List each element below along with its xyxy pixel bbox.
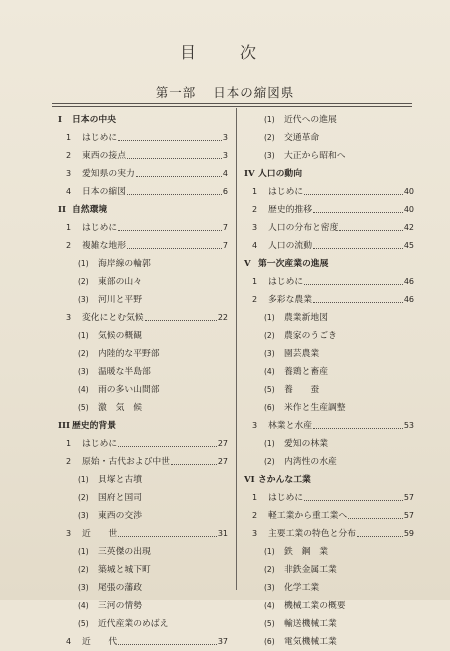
toc-entry — [58, 489, 228, 507]
dot-leader — [118, 644, 217, 645]
toc-entry — [244, 219, 414, 237]
toc-entry-number: VI — [244, 475, 255, 485]
toc-entry — [58, 615, 228, 633]
dot-leader — [118, 230, 222, 231]
toc-entry-label: 農家のうごき — [284, 331, 337, 341]
toc-entry-number: IV — [244, 169, 255, 179]
toc-entry-number: (2) — [264, 133, 275, 142]
toc-chapter — [244, 255, 414, 273]
toc-entry — [58, 435, 228, 453]
toc-entry-number: (4) — [264, 601, 275, 610]
dot-leader — [127, 158, 222, 159]
toc-entry-label: 複雑な地形 — [82, 241, 126, 251]
toc-entry-number: 4 — [66, 637, 72, 646]
toc-entry — [58, 471, 228, 489]
toc-entry — [58, 147, 228, 165]
toc-entry-number: 1 — [252, 277, 258, 286]
toc-entry-label: 近 代 — [82, 637, 118, 647]
toc-entry-page: 46 — [403, 277, 414, 286]
toc-entry-number: (5) — [78, 619, 89, 628]
toc-entry — [244, 363, 414, 381]
toc-entry-number: 3 — [252, 529, 258, 538]
toc-entry-page: 37 — [217, 637, 228, 646]
toc-entry-number: 3 — [252, 223, 258, 232]
toc-entry — [244, 489, 414, 507]
toc-entry — [244, 561, 414, 579]
toc-chapter — [244, 471, 414, 489]
toc-entry — [244, 417, 414, 435]
toc-entry — [58, 579, 228, 597]
toc-entry-number: (2) — [78, 493, 89, 502]
toc-entry — [244, 183, 414, 201]
toc-entry-label: 雨の多い山間部 — [98, 385, 160, 395]
toc-entry-label: はじめに — [268, 277, 304, 287]
toc-left-column — [58, 111, 228, 651]
toc-entry — [58, 255, 228, 273]
toc-entry-page: 3 — [222, 151, 228, 160]
toc-entry-label: はじめに — [82, 439, 118, 449]
toc-entry-label: 多彩な農業 — [268, 295, 312, 305]
toc-entry-label: 大正から昭和へ — [284, 151, 346, 161]
toc-entry-number: (3) — [264, 583, 275, 592]
dot-leader — [339, 230, 402, 231]
toc-entry-number: (6) — [264, 403, 275, 412]
dot-leader — [127, 248, 222, 249]
toc-entry-label: 三河の情勢 — [98, 601, 142, 611]
toc-entry-page: 6 — [222, 187, 228, 196]
toc-entry-number: (2) — [264, 331, 275, 340]
toc-entry-label: 気候の概観 — [98, 331, 142, 341]
toc-entry-label: 愛知県の実力 — [82, 169, 135, 179]
toc-entry-number: (1) — [264, 115, 275, 124]
toc-entry — [58, 291, 228, 309]
toc-entry-label: 第一次産業の進展 — [258, 259, 329, 269]
toc-entry — [244, 129, 414, 147]
toc-entry-label: はじめに — [82, 133, 118, 143]
toc-entry — [244, 543, 414, 561]
toc-entry-label: 近代への進展 — [284, 115, 337, 125]
toc-entry-number: (3) — [264, 151, 275, 160]
toc-entry-page: 31 — [217, 529, 228, 538]
toc-entry-page: 27 — [217, 439, 228, 448]
toc-entry — [58, 399, 228, 417]
toc-entry-label: 歴史的推移 — [268, 205, 312, 215]
toc-entry-label: 内陸的な平野部 — [98, 349, 160, 359]
toc-entry-number: 1 — [66, 133, 72, 142]
toc-entry-number: (5) — [264, 385, 275, 394]
toc-entry-page: 7 — [222, 241, 228, 250]
toc-entry-label: 人口の動向 — [258, 169, 302, 179]
toc-entry — [244, 201, 414, 219]
toc-entry — [244, 309, 414, 327]
toc-entry — [58, 345, 228, 363]
toc-entry-number: 2 — [252, 295, 258, 304]
toc-entry-label: 機械工業の概要 — [284, 601, 346, 611]
toc-entry-number: (3) — [78, 367, 89, 376]
dot-leader — [313, 212, 403, 213]
dot-leader — [313, 428, 403, 429]
toc-entry-label: 東西の接点 — [82, 151, 126, 161]
toc-entry-number: V — [244, 259, 251, 269]
toc-entry-number: (6) — [264, 637, 275, 646]
toc-entry — [244, 615, 414, 633]
toc-entry-page: 42 — [403, 223, 414, 232]
toc-entry-number: III — [58, 421, 70, 431]
toc-entry — [244, 579, 414, 597]
toc-entry-label: はじめに — [268, 187, 304, 197]
toc-entry-label: 養 蚕 — [284, 385, 320, 395]
toc-entry-number: (1) — [264, 313, 275, 322]
divider-line-top — [52, 103, 412, 104]
toc-entry — [58, 561, 228, 579]
toc-entry-number: 2 — [66, 151, 72, 160]
toc-entry-label: 海岸線の輪郭 — [98, 259, 151, 269]
toc-entry-number: 1 — [252, 187, 258, 196]
toc-chapter — [58, 111, 228, 129]
toc-entry — [58, 363, 228, 381]
toc-entry-number: (2) — [264, 565, 275, 574]
toc-entry-number: (2) — [264, 457, 275, 466]
toc-entry-label: 園芸農業 — [284, 349, 320, 359]
toc-entry-label: 近 世 — [82, 529, 118, 539]
toc-entry-page: 27 — [217, 457, 228, 466]
toc-entry-number: II — [58, 205, 66, 215]
toc-entry-label: 輸送機械工業 — [284, 619, 337, 629]
toc-entry-number: (1) — [78, 547, 89, 556]
toc-chapter — [244, 165, 414, 183]
toc-entry-label: 交通革命 — [284, 133, 320, 143]
toc-entry-label: 軽工業から重工業へ — [268, 511, 348, 521]
toc-entry-page: 45 — [403, 241, 414, 250]
toc-entry-number: (5) — [264, 619, 275, 628]
toc-entry-label: 非鉄金属工業 — [284, 565, 337, 575]
toc-entry-page: 40 — [403, 187, 414, 196]
toc-entry — [244, 291, 414, 309]
toc-entry-label: 国府と国司 — [98, 493, 142, 503]
toc-entry — [58, 183, 228, 201]
toc-entry-number: 2 — [252, 205, 258, 214]
toc-entry-label: はじめに — [268, 493, 304, 503]
toc-entry-number: (3) — [78, 583, 89, 592]
toc-entry-number: 2 — [252, 511, 258, 520]
toc-entry-page: 53 — [403, 421, 414, 430]
toc-entry — [244, 453, 414, 471]
toc-entry — [58, 309, 228, 327]
toc-entry-label: 農業新地図 — [284, 313, 328, 323]
toc-entry-number: 3 — [66, 529, 72, 538]
toc-entry-label: 人口の分布と密度 — [268, 223, 339, 233]
toc-entry-label: 近代産業のめばえ — [98, 619, 169, 629]
toc-entry-number: 3 — [66, 169, 72, 178]
toc-entry — [244, 111, 414, 129]
page-title: 目 次 — [179, 43, 270, 62]
toc-entry-number: 4 — [66, 187, 72, 196]
toc-entry-number: (3) — [264, 349, 275, 358]
toc-entry-number: (2) — [78, 565, 89, 574]
toc-entry — [58, 165, 228, 183]
toc-entry-label: 温暖な半島部 — [98, 367, 151, 377]
toc-entry-number: (1) — [264, 439, 275, 448]
toc-entry-number: (3) — [78, 295, 89, 304]
dot-leader — [118, 536, 217, 537]
toc-entry — [58, 633, 228, 651]
toc-chapter — [58, 417, 228, 435]
column-divider — [236, 108, 237, 590]
toc-entry — [58, 543, 228, 561]
dot-leader — [118, 446, 217, 447]
toc-entry — [58, 327, 228, 345]
toc-entry-page: 57 — [403, 511, 414, 520]
toc-entry-number: (4) — [264, 367, 275, 376]
part-label: 第一部 — [155, 85, 197, 100]
toc-entry-number: 1 — [66, 223, 72, 232]
toc-entry-number: (4) — [78, 601, 89, 610]
toc-entry-number: (1) — [264, 547, 275, 556]
toc-entry-page: 59 — [403, 529, 414, 538]
toc-entry-label: 築城と城下町 — [98, 565, 151, 575]
toc-entry — [58, 219, 228, 237]
toc-entry-number: (3) — [78, 511, 89, 520]
toc-entry — [244, 633, 414, 651]
toc-entry-label: 尾張の藩政 — [98, 583, 142, 593]
part-heading — [0, 83, 450, 101]
toc-entry — [58, 453, 228, 471]
toc-entry-label: 激 気 候 — [98, 403, 142, 413]
dot-leader — [127, 194, 222, 195]
toc-entry-label: 歴史的背景 — [72, 421, 116, 431]
divider-line-bottom — [52, 106, 412, 107]
toc-entry-number: (2) — [78, 349, 89, 358]
toc-entry-label: 東西の交渉 — [98, 511, 142, 521]
toc-entry — [244, 147, 414, 165]
toc-entry — [58, 507, 228, 525]
toc-entry-label: 養鶏と畜産 — [284, 367, 328, 377]
toc-entry — [244, 525, 414, 543]
toc-entry-number: (4) — [78, 385, 89, 394]
dot-leader — [171, 464, 217, 465]
toc-entry-page: 7 — [222, 223, 228, 232]
toc-entry — [244, 399, 414, 417]
toc-entry — [244, 345, 414, 363]
toc-entry-label: 電気機械工業 — [284, 637, 337, 647]
toc-entry — [58, 525, 228, 543]
toc-entry-number: (2) — [78, 277, 89, 286]
toc-entry-number: (5) — [78, 403, 89, 412]
toc-entry-number: (1) — [78, 331, 89, 340]
toc-entry-number: 2 — [66, 457, 72, 466]
dot-leader — [145, 320, 217, 321]
toc-entry — [58, 129, 228, 147]
dot-leader — [304, 500, 403, 501]
toc-entry-label: 鉄 鋼 業 — [284, 547, 328, 557]
toc-entry-label: 河川と平野 — [98, 295, 142, 305]
dot-leader — [357, 536, 403, 537]
toc-entry — [58, 237, 228, 255]
toc-entry — [244, 507, 414, 525]
toc-entry-label: 愛知の林業 — [284, 439, 328, 449]
toc-entry-label: 化学工業 — [284, 583, 320, 593]
toc-entry-label: 変化にとむ気候 — [82, 313, 144, 323]
toc-entry — [244, 435, 414, 453]
toc-entry-number: 2 — [66, 241, 72, 250]
toc-entry-label: 人口の流動 — [268, 241, 312, 251]
toc-entry-label: 原始・古代および中世 — [82, 457, 170, 467]
toc-entry-label: 主要工業の特色と分布 — [268, 529, 356, 539]
toc-chapter — [58, 201, 228, 219]
toc-entry — [244, 273, 414, 291]
toc-entry-number: 3 — [66, 313, 72, 322]
toc-entry-label: 自然環境 — [72, 205, 108, 215]
dot-leader — [348, 518, 403, 519]
toc-entry-number: 1 — [252, 493, 258, 502]
toc-entry-page: 57 — [403, 493, 414, 502]
toc-entry-label: はじめに — [82, 223, 118, 233]
dot-leader — [118, 140, 222, 141]
toc-entry-label: 日本の中央 — [72, 115, 116, 125]
dot-leader — [304, 194, 403, 195]
toc-entry — [244, 237, 414, 255]
toc-entry-number: I — [58, 115, 62, 125]
toc-entry — [244, 327, 414, 345]
toc-entry — [244, 381, 414, 399]
toc-entry-page: 40 — [403, 205, 414, 214]
dot-leader — [304, 284, 403, 285]
toc-entry-number: 3 — [252, 421, 258, 430]
dot-leader — [313, 248, 403, 249]
toc-entry-label: 三英傑の出現 — [98, 547, 151, 557]
toc-entry — [58, 381, 228, 399]
toc-entry-page: 22 — [217, 313, 228, 322]
toc-entry-label: 内湾性の水産 — [284, 457, 337, 467]
toc-entry-label: 林業と水産 — [268, 421, 312, 431]
toc-entry-label: 東部の山々 — [98, 277, 142, 287]
toc-entry-page: 3 — [222, 133, 228, 142]
toc-entry-number: 1 — [66, 439, 72, 448]
dot-leader — [313, 302, 403, 303]
part-name: 日本の縮図県 — [213, 85, 295, 100]
toc-entry-label: 米作と生産調整 — [284, 403, 346, 413]
toc-entry — [58, 273, 228, 291]
dot-leader — [136, 176, 222, 177]
toc-entry-number: (1) — [78, 475, 89, 484]
toc-entry-number: (1) — [78, 259, 89, 268]
toc-entry-number: 4 — [252, 241, 258, 250]
toc-entry-page: 46 — [403, 295, 414, 304]
toc-right-column — [244, 111, 414, 651]
toc-entry-label: 日本の縮図 — [82, 187, 126, 197]
toc-entry-label: 貝塚と古墳 — [98, 475, 142, 485]
toc-entry-page: 4 — [222, 169, 228, 178]
toc-entry-label: さかんな工業 — [258, 475, 311, 485]
